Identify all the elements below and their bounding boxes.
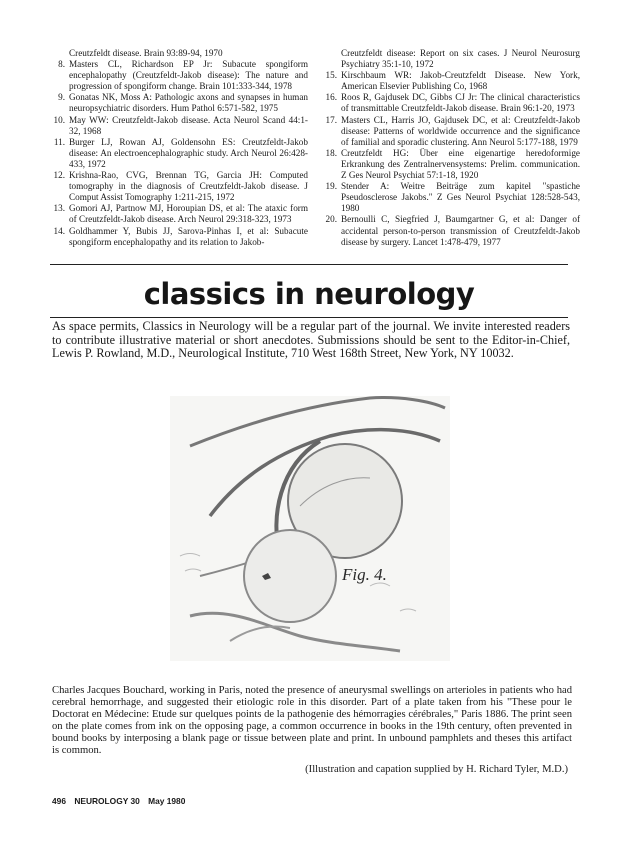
reference-number: 16.: [325, 92, 337, 103]
reference-item: [50, 48, 308, 59]
reference-text: Masters CL, Harris JO, Gajdusek DC, et al: Creutzfeldt-Jakob disease: Patterns of worldwide occurrence and the significance of familial and sporadic clustering. Ann Neurol 5:177-188, 1979: [341, 114, 580, 147]
reference-text: Gomori AJ, Partnow MJ, Horoupian DS, et al: The ataxic form of Creutzfeldt-Jakob disease. Arch Neurol 29:318-323, 1973: [69, 203, 308, 225]
reference-item: [50, 203, 308, 225]
reference-text: Bernoulli C, Siegfried J, Baumgartner G, et al: Danger of accidental person-to-person transmission of Creutzfeldt-Jakob disease by surgery. Lancet 1:478-479, 1977: [341, 214, 580, 247]
reference-number: 12.: [53, 170, 65, 181]
reference-text: Creutzfeldt HG: Über eine eigenartige heredoformige Erkrankung des Zentralnervensystems: Prelim. communication. Z Ges Neurol Psychiat 57:1-18, 1920: [341, 147, 580, 181]
reference-item: [50, 59, 308, 92]
reference-text: Goldhammer Y, Bubis JJ, Sarova-Pinhas I, et al: Subacute spongiform encephalopathy and its relation to Jakob-: [69, 225, 308, 247]
reference-text: Stender A: Weitre Beiträge zum kapitel "spastiche Pseudosclerose Jakobs." Z Ges Neurol Psychiat 128:528-543, 1980: [341, 181, 580, 214]
page-number: 496: [52, 796, 66, 806]
reference-number: 15.: [325, 70, 337, 81]
reference-number: [50, 48, 69, 59]
section-rule-top: [50, 264, 568, 265]
reference-number: 14.: [53, 225, 65, 236]
reference-number: 9.: [58, 92, 65, 103]
reference-item: [50, 226, 308, 248]
reference-text: Creutzfeldt disease: Report on six cases. J Neurol Neurosurg Psychiatry 35:1-10, 1972: [341, 48, 580, 70]
reference-text: Kirschbaum WR: Jakob-Creutzfeldt Disease. New York, American Elsevier Publishing Co, 1968: [341, 70, 580, 92]
reference-item: [322, 214, 580, 247]
reference-number: 11.: [53, 136, 65, 147]
reference-text: Krishna-Rao, CVG, Brennan TG, Garcia JH: Computed tomography in the diagnosis of Creutzfeldt-Jakob disease. J Comput Assist Tomography 1:211-215, 1972: [69, 170, 308, 203]
reference-number: 19.: [325, 181, 337, 192]
reference-item: [322, 70, 580, 92]
reference-item: [50, 115, 308, 137]
intro-paragraph: As space permits, Classics in Neurology will be a regular part of the journal. We invite interested readers to contribute illustrative material or short anecdotes. Submissions should be sent to the Editor-in-Chief, Lewis P. Rowland, M.D., Neurological Institute, 710 West 168th Street, New York, NY 10032.: [52, 319, 570, 361]
reference-item: [322, 48, 580, 70]
reference-column-right: [322, 48, 580, 248]
reference-number: 18.: [325, 147, 337, 158]
illustration-credit: (Illustration and capation supplied by H. Richard Tyler, M.D.): [305, 764, 568, 775]
reference-number: 20.: [325, 214, 337, 225]
reference-item: [322, 92, 580, 114]
figure-label: Fig. 4.: [342, 565, 387, 584]
reference-column-left: [50, 48, 308, 248]
reference-item: [50, 92, 308, 114]
reference-text: Burger LJ, Rowan AJ, Goldensohn ES: Creutzfeldt-Jakob disease: An electroencephalographic study. Arch Neurol 26:428-433, 1972: [69, 136, 308, 169]
issue-date: May 1980: [148, 796, 186, 806]
journal-volume: NEUROLOGY 30: [74, 796, 140, 806]
reference-item: [50, 170, 308, 203]
reference-text: Roos R, Gajdusek DC, Gibbs CJ Jr: The clinical characteristics of transmittable Creutzfeldt-Jakob disease. Brain 96:1-20, 1973: [341, 92, 580, 114]
historical-plate-figure: [170, 396, 450, 661]
reference-list: [50, 48, 580, 248]
reference-text: May WW: Creutzfeldt-Jakob disease. Acta Neurol Scand 44:1-32, 1968: [69, 114, 308, 136]
reference-number: 10.: [53, 114, 65, 125]
reference-number: 8.: [58, 59, 65, 70]
reference-text: Gonatas NK, Moss A: Pathologic axons and synapses in human neuropsychiatric disorders. Hum Pathol 6:571-582, 1975: [69, 92, 308, 114]
reference-text: Masters CL, Richardson EP Jr: Subacute spongiform encephalopathy (Creutzfeldt-Jakob disease): The nature and progression of spongiform change. Brain 101:333-344, 1978: [69, 59, 308, 92]
arteriole-aneurysm-drawing: [170, 396, 450, 661]
reference-item: [50, 137, 308, 170]
reference-item: [322, 148, 580, 181]
reference-number: [322, 48, 341, 70]
reference-number: 17.: [325, 114, 337, 125]
reference-item: [322, 115, 580, 148]
section-rule-bottom: [50, 317, 568, 318]
reference-number: 13.: [53, 203, 65, 214]
figure-caption: Charles Jacques Bouchard, working in Paris, noted the presence of aneurysmal swellings on arterioles in patients who had cerebral hemorrhage, and suggested their etiologic role in this disorder. Part of a plate taken from his "These pour le Doctorat en Médecine: Etude sur quelques points de la pathogenie des hémorragies cérébrales," Paris 1886. The print seen on the plate comes from ink on the opposing page, a common occurrence in books in the 19th century, often prevented in bound books by interposing a blank page or tissue between plate and print. In unbound pamphlets and theses this artifact is common.: [52, 685, 572, 757]
section-heading: classics in neurology: [143, 277, 475, 311]
reference-item: [322, 181, 580, 214]
reference-text: Creutzfeldt disease. Brain 93:89-94, 1970: [69, 48, 223, 58]
page-footer: [52, 796, 191, 806]
